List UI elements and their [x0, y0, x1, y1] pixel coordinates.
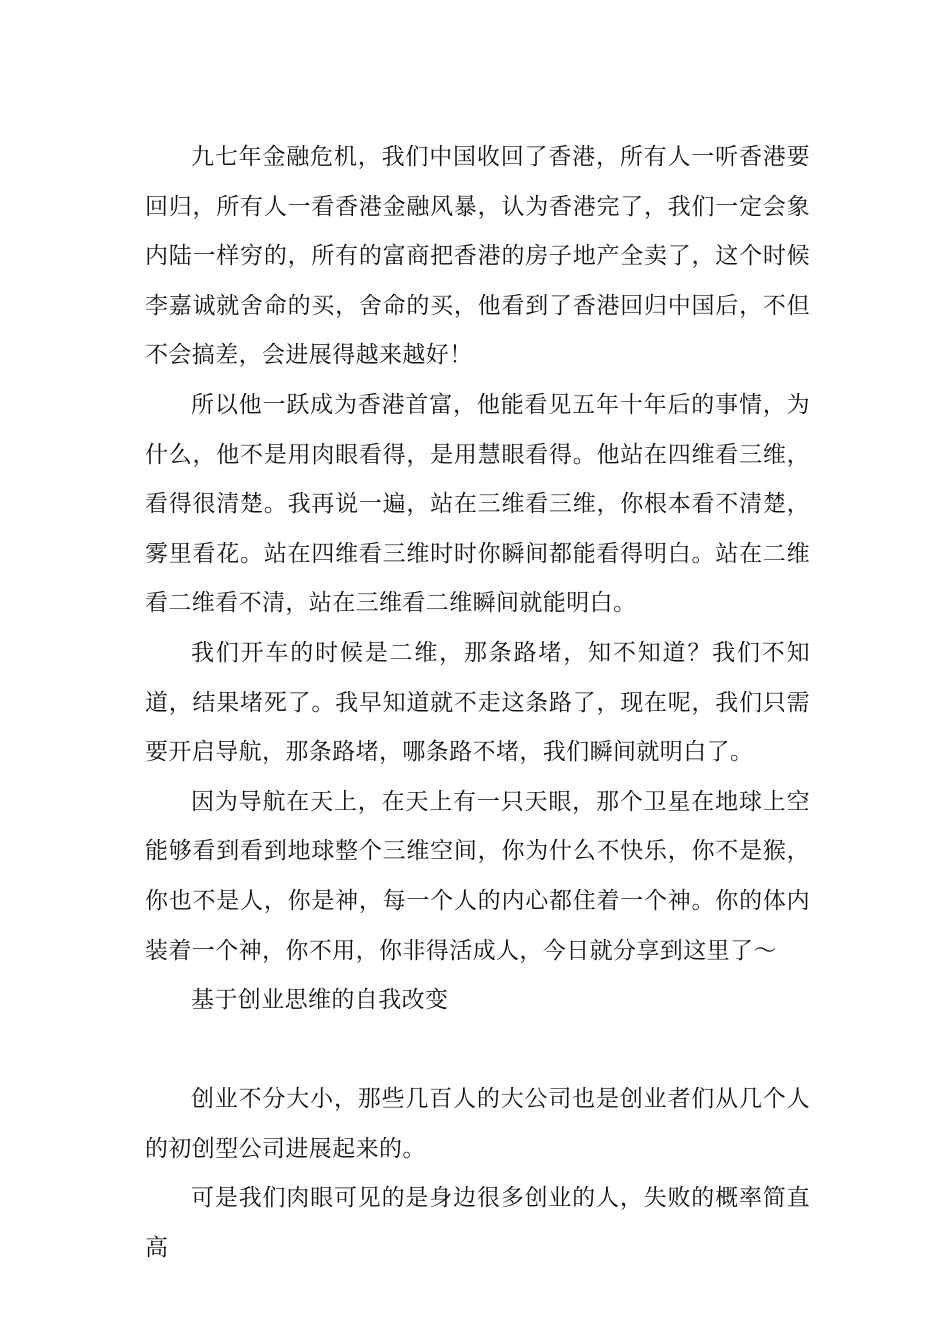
section-title: 基于创业思维的自我改变 [191, 987, 449, 1014]
paragraph-driving-navigation: 我们开车的时候是二维，那条路堵，知不知道？我们不知道，结果堵死了。我早知道就不走这条路了，现在呢，我们只需要开启导航，那条路堵，哪条路不堵，我们瞬间就明白了。 [145, 639, 810, 766]
document-body [145, 133, 810, 1274]
paragraph-startup-failure: 可是我们肉眼可见的是身边很多创业的人，失败的概率简直高 [145, 1185, 810, 1262]
paragraph-hong-kong-crisis: 九七年金融危机，我们中国收回了香港，所有人一听香港要回归，所有人一看香港金融风暴，认为香港完了，我们一定会象内陆一样穷的，所有的富商把香港的房子地产全卖了，这个时候李嘉诚就舍命的买，舍命的买，他看到了香港回归中国后，不但不会搞差，会进展得越来越好！ [145, 144, 810, 369]
paragraph-four-dimension-view: 所以他一跃成为香港首富，他能看见五年十年后的事情，为什么，他不是用肉眼看得，是用慧眼看得。他站在四维看三维，看得很清楚。我再说一遍，站在三维看三维，你根本看不清楚，雾里看花。站在四维看三维时时你瞬间都能看得明白。站在二维看二维看不清，站在三维看二维瞬间就能明白。 [145, 391, 810, 617]
section-spacer [145, 1026, 810, 1076]
paragraph-startup-size: 创业不分大小，那些几百人的大公司也是创业者们从几个人的初创型公司进展起来的。 [145, 1086, 810, 1162]
paragraph-sky-eye: 因为导航在天上，在天上有一只天眼，那个卫星在地球上空能够看到看到地球整个三维空间，你为什么不快乐，你不是猴，你也不是人，你是神，每一个人的内心都住着一个神。你的体内装着一个神，你不用，你非得活成人，今日就分享到这里了～ [145, 788, 810, 964]
